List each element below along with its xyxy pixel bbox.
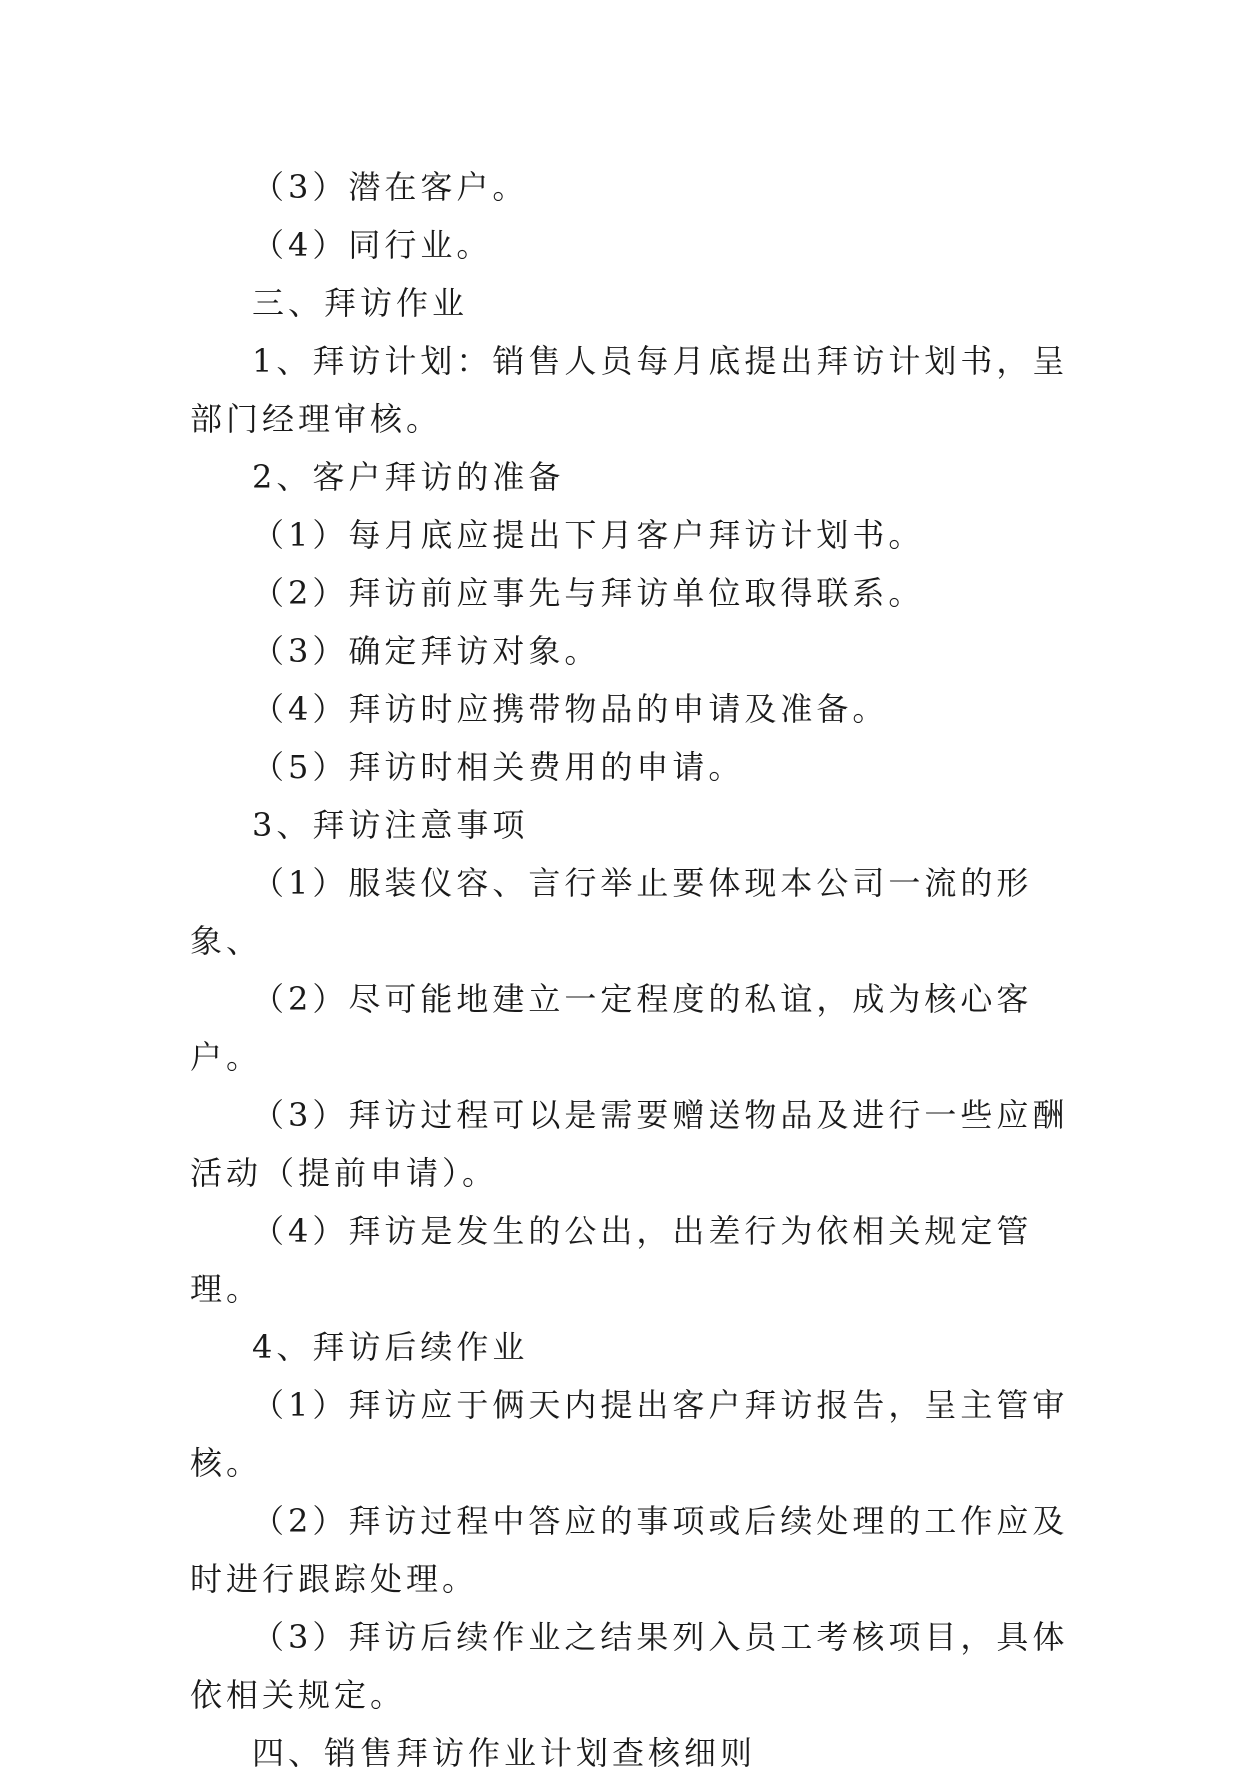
list-item-monthly-plan: （1）每月底应提出下月客户拜访计划书。 — [252, 516, 925, 554]
section-heading-plan-check-rules: 四、销售拜访作业计划查核细则 — [252, 1734, 757, 1772]
list-item-tracking: （2）拜访过程中答应的事项或后续处理的工作应及时进行跟踪处理。 — [190, 1502, 1069, 1598]
document-body — [190, 158, 1070, 1782]
list-item-same-industry: （4）同行业。 — [252, 226, 493, 264]
list-item-determine-target: （3）确定拜访对象。 — [252, 632, 601, 670]
paragraph-visit-plan: 1、拜访计划：销售人员每月底提出拜访计划书，呈部门经理审核。 — [190, 342, 1069, 438]
list-item-appearance: （1）服装仪容、言行举止要体现本公司一流的形象、 — [190, 864, 1033, 960]
list-item-potential-customers: （3）潜在客户。 — [252, 168, 529, 206]
subheading-follow-up: 4、拜访后续作业 — [252, 1328, 529, 1366]
list-item-gifts-entertainment: （3）拜访过程可以是需要赠送物品及进行一些应酬活动（提前申请）。 — [190, 1096, 1069, 1192]
list-item-business-trip: （4）拜访是发生的公出，出差行为依相关规定管理。 — [190, 1212, 1033, 1308]
list-item-expense-application: （5）拜访时相关费用的申请。 — [252, 748, 745, 786]
list-item-build-relationship: （2）尽可能地建立一定程度的私谊，成为核心客户。 — [190, 980, 1033, 1076]
section-heading-visit-work: 三、拜访作业 — [252, 284, 469, 322]
list-item-assessment: （3）拜访后续作业之结果列入员工考核项目，具体依相关规定。 — [190, 1618, 1069, 1714]
subheading-visit-notes: 3、拜访注意事项 — [252, 806, 529, 844]
subheading-visit-preparation: 2、客户拜访的准备 — [252, 458, 565, 496]
list-item-items-application: （4）拜访时应携带物品的申请及准备。 — [252, 690, 889, 728]
list-item-visit-report: （1）拜访应于俩天内提出客户拜访报告，呈主管审核。 — [190, 1386, 1069, 1482]
list-item-contact-in-advance: （2）拜访前应事先与拜访单位取得联系。 — [252, 574, 925, 612]
